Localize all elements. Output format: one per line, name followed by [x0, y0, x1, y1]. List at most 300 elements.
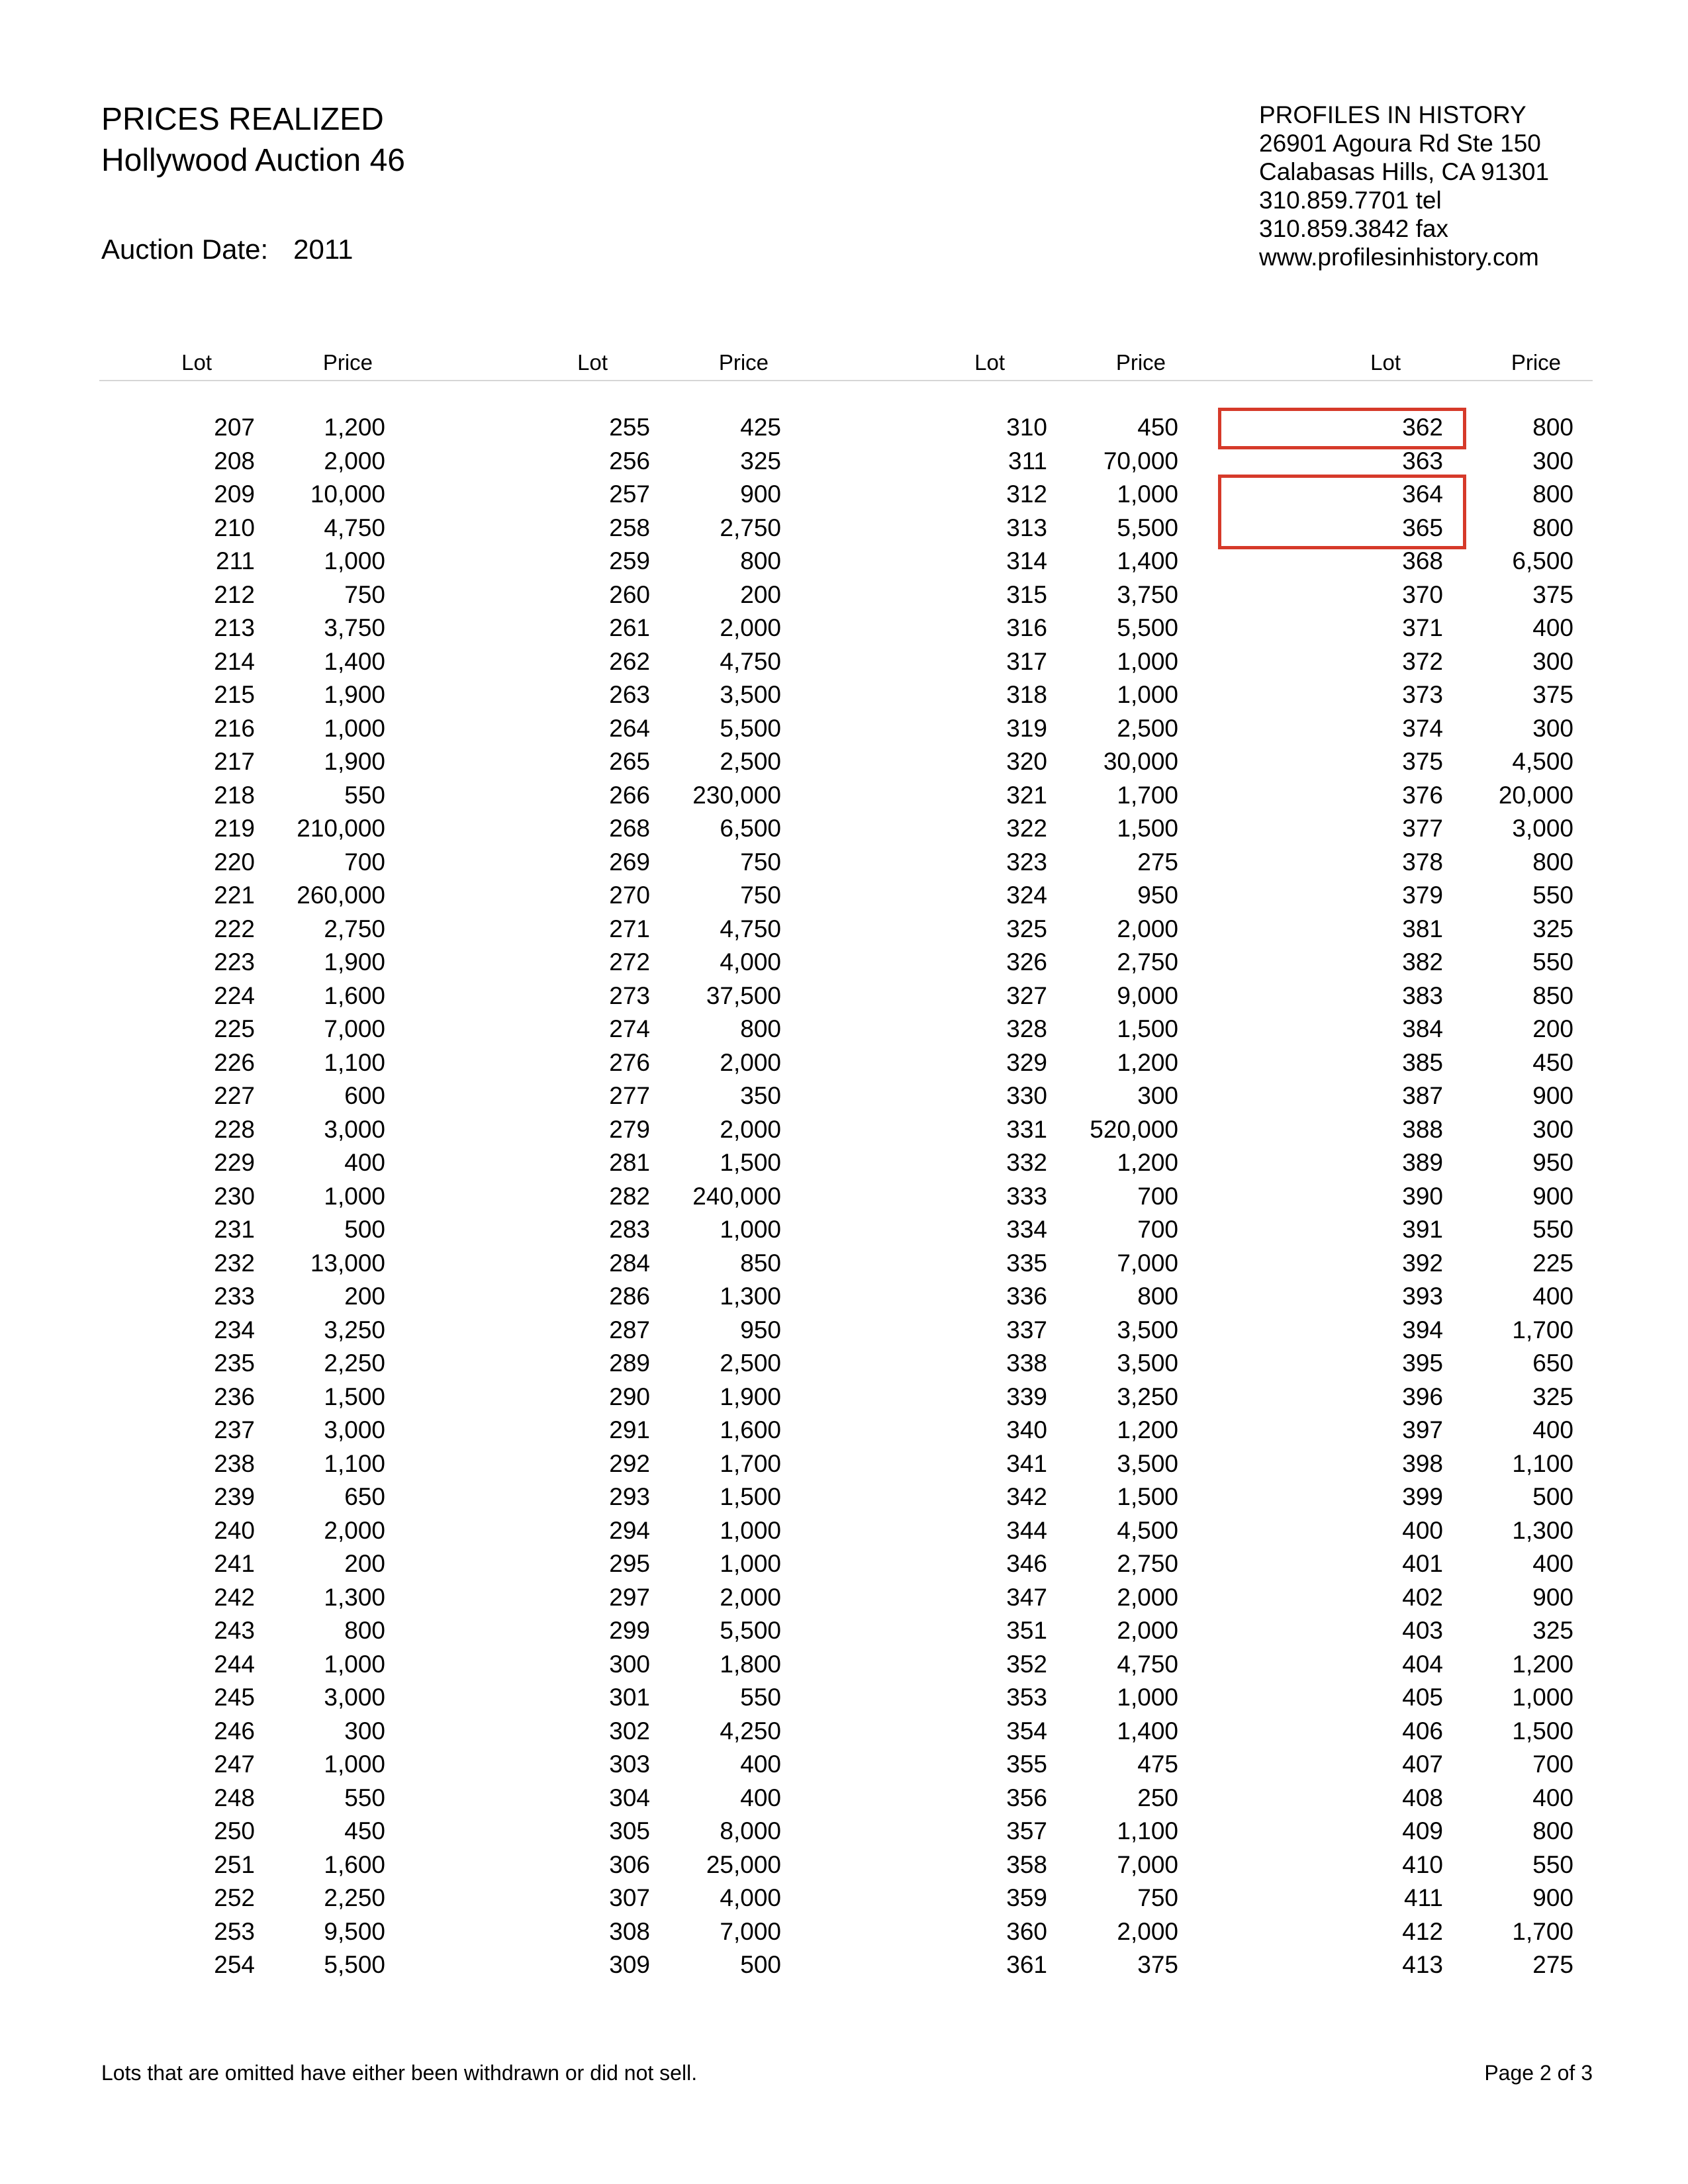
lot-price: 3,000 — [1512, 815, 1573, 842]
lot-price: 950 — [1532, 1149, 1573, 1176]
lot-number: 282 — [609, 1182, 650, 1210]
price-column-header: Price — [1115, 350, 1166, 375]
lot-column-header: Lot — [577, 350, 608, 375]
lot-number: 248 — [214, 1784, 255, 1811]
lot-price: 520,000 — [1090, 1115, 1178, 1143]
lot-price: 1,300 — [720, 1283, 781, 1310]
lot-number: 413 — [1402, 1951, 1443, 1978]
price-column-header: Price — [1511, 350, 1561, 375]
lot-price: 550 — [1532, 948, 1573, 976]
lot-price: 1,200 — [324, 414, 385, 441]
lot-price: 750 — [740, 848, 781, 876]
lot-price: 1,600 — [324, 981, 385, 1009]
lot-price: 1,400 — [1117, 547, 1178, 574]
auction-date-value: 2011 — [293, 234, 353, 265]
lot-number: 228 — [214, 1115, 255, 1143]
lot-price: 2,250 — [324, 1884, 385, 1911]
lot-number: 390 — [1402, 1182, 1443, 1210]
lot-number: 300 — [609, 1650, 650, 1678]
lot-price: 1,000 — [324, 547, 385, 574]
lot-price: 400 — [740, 1784, 781, 1811]
lot-number: 268 — [609, 815, 650, 842]
lot-number: 393 — [1402, 1283, 1443, 1310]
lot-price: 400 — [1532, 1416, 1573, 1443]
lot-number: 232 — [214, 1249, 255, 1277]
lot-price: 325 — [1532, 1383, 1573, 1410]
lot-number: 398 — [1402, 1449, 1443, 1477]
lot-price: 400 — [1532, 614, 1573, 641]
lot-price: 2,500 — [720, 1349, 781, 1377]
lot-number: 389 — [1402, 1149, 1443, 1176]
lot-price: 6,500 — [1512, 547, 1573, 574]
lot-price: 1,300 — [324, 1583, 385, 1611]
lot-price: 260,000 — [297, 882, 385, 909]
lot-price: 450 — [1532, 1048, 1573, 1076]
lot-price: 950 — [740, 1316, 781, 1343]
lot-price: 5,500 — [1117, 514, 1178, 541]
lot-number: 332 — [1006, 1149, 1047, 1176]
lot-price: 400 — [344, 1149, 385, 1176]
lot-price: 1,900 — [324, 748, 385, 775]
lot-price: 2,000 — [1117, 1917, 1178, 1945]
lot-price: 2,000 — [720, 1115, 781, 1143]
lot-price: 500 — [740, 1951, 781, 1978]
lot-price: 700 — [1532, 1751, 1573, 1778]
lot-price: 7,000 — [1117, 1850, 1178, 1878]
lot-price: 13,000 — [310, 1249, 385, 1277]
lot-number: 234 — [214, 1316, 255, 1343]
lot-price: 325 — [740, 447, 781, 475]
lot-price: 800 — [1532, 514, 1573, 541]
lot-price: 2,000 — [720, 1583, 781, 1611]
lot-number: 231 — [214, 1216, 255, 1243]
lot-number: 362 — [1402, 414, 1443, 441]
highlight-box — [1218, 475, 1466, 549]
lot-number: 408 — [1402, 1784, 1443, 1811]
company-street: 26901 Agoura Rd Ste 150 — [1259, 130, 1541, 157]
lot-price: 1,500 — [1512, 1717, 1573, 1745]
lot-number: 299 — [609, 1617, 650, 1644]
lot-price: 300 — [1137, 1082, 1178, 1109]
lot-price: 250 — [1137, 1784, 1178, 1811]
lot-price: 2,000 — [720, 1048, 781, 1076]
lot-number: 370 — [1402, 580, 1443, 608]
lot-price: 2,250 — [324, 1349, 385, 1377]
lot-price: 550 — [344, 781, 385, 809]
auction-date-label: Auction Date: — [101, 234, 269, 265]
lot-price: 750 — [344, 580, 385, 608]
lot-price: 3,750 — [324, 614, 385, 641]
lot-price: 1,900 — [720, 1383, 781, 1410]
lot-price: 350 — [740, 1082, 781, 1109]
lot-price: 1,000 — [324, 1751, 385, 1778]
lot-number: 411 — [1404, 1884, 1443, 1911]
lot-number: 319 — [1006, 714, 1047, 742]
lot-number: 257 — [609, 480, 650, 508]
lot-price: 1,900 — [324, 681, 385, 708]
lot-number: 219 — [214, 815, 255, 842]
lot-price: 2,750 — [720, 514, 781, 541]
lot-price: 1,000 — [720, 1516, 781, 1544]
lot-price: 800 — [1532, 1817, 1573, 1844]
lot-price: 900 — [1532, 1082, 1573, 1109]
lot-number: 235 — [214, 1349, 255, 1377]
lot-number: 313 — [1006, 514, 1047, 541]
lot-price: 1,100 — [324, 1449, 385, 1477]
lot-number: 295 — [609, 1550, 650, 1577]
lot-number: 368 — [1402, 547, 1443, 574]
lot-price: 3,000 — [324, 1115, 385, 1143]
lot-number: 364 — [1402, 480, 1443, 508]
lot-number: 304 — [609, 1784, 650, 1811]
lot-price: 1,100 — [1512, 1449, 1573, 1477]
lot-price: 300 — [1532, 714, 1573, 742]
lot-price: 2,750 — [1117, 1550, 1178, 1577]
lot-number: 387 — [1402, 1082, 1443, 1109]
lot-price: 9,500 — [324, 1917, 385, 1945]
lot-price: 4,000 — [720, 1884, 781, 1911]
lot-number: 328 — [1006, 1015, 1047, 1042]
lot-number: 355 — [1006, 1751, 1047, 1778]
lot-number: 331 — [1006, 1115, 1047, 1143]
lot-price: 225 — [1532, 1249, 1573, 1277]
lot-price: 3,000 — [324, 1684, 385, 1711]
lot-number: 241 — [214, 1550, 255, 1577]
lot-column-header: Lot — [974, 350, 1005, 375]
lot-number: 224 — [214, 981, 255, 1009]
lot-number: 253 — [214, 1917, 255, 1945]
lot-number: 212 — [214, 580, 255, 608]
company-phone: 310.859.7701 tel — [1259, 187, 1442, 214]
company-name: PROFILES IN HISTORY — [1259, 101, 1526, 128]
lot-number: 265 — [609, 748, 650, 775]
lot-price: 2,750 — [1117, 948, 1178, 976]
lot-number: 340 — [1006, 1416, 1047, 1443]
lot-number: 383 — [1402, 981, 1443, 1009]
lot-number: 302 — [609, 1717, 650, 1745]
lot-price: 1,000 — [1117, 480, 1178, 508]
lot-number: 316 — [1006, 614, 1047, 641]
lot-number: 322 — [1006, 815, 1047, 842]
header-divider — [99, 380, 1593, 381]
lot-number: 214 — [214, 647, 255, 675]
lot-number: 252 — [214, 1884, 255, 1911]
lot-price: 1,000 — [720, 1550, 781, 1577]
lot-number: 315 — [1006, 580, 1047, 608]
lot-price: 450 — [1137, 414, 1178, 441]
lot-number: 324 — [1006, 882, 1047, 909]
lot-number: 335 — [1006, 1249, 1047, 1277]
lot-number: 327 — [1006, 981, 1047, 1009]
lot-number: 229 — [214, 1149, 255, 1176]
lot-price: 1,700 — [1512, 1917, 1573, 1945]
lot-price: 200 — [1532, 1015, 1573, 1042]
lot-price: 800 — [1532, 480, 1573, 508]
lot-price: 325 — [1532, 1617, 1573, 1644]
lot-number: 346 — [1006, 1550, 1047, 1577]
lot-price: 1,200 — [1117, 1416, 1178, 1443]
lot-price: 450 — [344, 1817, 385, 1844]
lot-price: 600 — [344, 1082, 385, 1109]
lot-price: 3,750 — [1117, 580, 1178, 608]
lot-price: 3,250 — [324, 1316, 385, 1343]
lot-price: 800 — [1532, 414, 1573, 441]
page-number: Page 2 of 3 — [1484, 2061, 1593, 2085]
lot-price: 700 — [344, 848, 385, 876]
lot-price: 500 — [1532, 1483, 1573, 1510]
lot-number: 274 — [609, 1015, 650, 1042]
lot-number: 259 — [609, 547, 650, 574]
lot-price: 3,500 — [720, 681, 781, 708]
lot-number: 321 — [1006, 781, 1047, 809]
lot-number: 264 — [609, 714, 650, 742]
lot-price: 1,900 — [324, 948, 385, 976]
lot-number: 378 — [1402, 848, 1443, 876]
lot-price: 375 — [1532, 681, 1573, 708]
lot-number: 277 — [609, 1082, 650, 1109]
lot-number: 230 — [214, 1182, 255, 1210]
lot-price: 1,000 — [720, 1216, 781, 1243]
lot-number: 283 — [609, 1216, 650, 1243]
price-column-header: Price — [718, 350, 769, 375]
lot-number: 246 — [214, 1717, 255, 1745]
lot-number: 409 — [1402, 1817, 1443, 1844]
lot-number: 311 — [1008, 447, 1047, 475]
lot-price: 3,500 — [1117, 1449, 1178, 1477]
lot-price: 210,000 — [297, 815, 385, 842]
lot-price: 1,000 — [1512, 1684, 1573, 1711]
lot-number: 384 — [1402, 1015, 1443, 1042]
lot-number: 240 — [214, 1516, 255, 1544]
lot-number: 404 — [1402, 1650, 1443, 1678]
lot-number: 244 — [214, 1650, 255, 1678]
lot-price: 4,500 — [1512, 748, 1573, 775]
lot-number: 382 — [1402, 948, 1443, 976]
lot-number: 371 — [1402, 614, 1443, 641]
lot-price: 275 — [1137, 848, 1178, 876]
lot-price: 2,000 — [324, 1516, 385, 1544]
lot-number: 306 — [609, 1850, 650, 1878]
lot-price: 700 — [1137, 1182, 1178, 1210]
lot-price: 1,700 — [1512, 1316, 1573, 1343]
lot-price: 275 — [1532, 1951, 1573, 1978]
lot-number: 262 — [609, 647, 650, 675]
lot-price: 750 — [1137, 1884, 1178, 1911]
company-address-block — [1259, 101, 1549, 271]
lot-number: 360 — [1006, 1917, 1047, 1945]
lot-price: 1,200 — [1117, 1048, 1178, 1076]
lot-price: 800 — [740, 547, 781, 574]
lot-number: 410 — [1402, 1850, 1443, 1878]
lot-price: 3,000 — [324, 1416, 385, 1443]
lot-number: 269 — [609, 848, 650, 876]
lot-price: 800 — [740, 1015, 781, 1042]
lot-number: 303 — [609, 1751, 650, 1778]
lot-price: 30,000 — [1103, 748, 1178, 775]
lot-number: 333 — [1006, 1182, 1047, 1210]
lot-number: 373 — [1402, 681, 1443, 708]
lot-number: 363 — [1402, 447, 1443, 475]
lot-number: 358 — [1006, 1850, 1047, 1878]
lot-price: 900 — [1532, 1182, 1573, 1210]
lot-price: 2,750 — [324, 915, 385, 942]
lot-price: 300 — [1532, 647, 1573, 675]
lot-price: 800 — [1532, 848, 1573, 876]
lot-price: 7,000 — [324, 1015, 385, 1042]
lot-price: 7,000 — [720, 1917, 781, 1945]
lot-number: 323 — [1006, 848, 1047, 876]
lot-price: 1,300 — [1512, 1516, 1573, 1544]
lot-number: 326 — [1006, 948, 1047, 976]
lot-price: 2,500 — [1117, 714, 1178, 742]
lot-price: 550 — [1532, 1216, 1573, 1243]
lot-number: 400 — [1402, 1516, 1443, 1544]
lot-number: 354 — [1006, 1717, 1047, 1745]
lot-price: 550 — [1532, 1850, 1573, 1878]
lot-number: 247 — [214, 1751, 255, 1778]
lot-price: 1,500 — [720, 1149, 781, 1176]
lot-price: 1,800 — [720, 1650, 781, 1678]
lot-price: 1,500 — [1117, 815, 1178, 842]
lot-price: 1,000 — [324, 714, 385, 742]
lot-price: 800 — [344, 1617, 385, 1644]
lot-price: 425 — [740, 414, 781, 441]
lot-number: 365 — [1402, 514, 1443, 541]
lot-number: 337 — [1006, 1316, 1047, 1343]
lot-price: 1,000 — [324, 1650, 385, 1678]
lot-price: 1,400 — [324, 647, 385, 675]
lot-price: 3,500 — [1117, 1316, 1178, 1343]
lot-number: 237 — [214, 1416, 255, 1443]
lot-price: 200 — [344, 1283, 385, 1310]
lot-price: 1,000 — [1117, 1684, 1178, 1711]
lot-price: 2,000 — [324, 447, 385, 475]
lot-column-header: Lot — [181, 350, 212, 375]
lot-price: 1,600 — [324, 1850, 385, 1878]
lot-price: 1,500 — [1117, 1015, 1178, 1042]
lot-number: 344 — [1006, 1516, 1047, 1544]
lot-price: 4,750 — [1117, 1650, 1178, 1678]
lot-number: 209 — [214, 480, 255, 508]
lot-price: 4,750 — [720, 647, 781, 675]
lot-number: 338 — [1006, 1349, 1047, 1377]
lot-price: 70,000 — [1103, 447, 1178, 475]
lot-number: 254 — [214, 1951, 255, 1978]
lot-price: 8,000 — [720, 1817, 781, 1844]
lot-price: 2,000 — [1117, 1583, 1178, 1611]
lot-number: 403 — [1402, 1617, 1443, 1644]
lot-number: 336 — [1006, 1283, 1047, 1310]
lot-number: 227 — [214, 1082, 255, 1109]
lot-number: 245 — [214, 1684, 255, 1711]
lot-number: 221 — [214, 882, 255, 909]
lot-price: 550 — [740, 1684, 781, 1711]
lot-price: 550 — [344, 1784, 385, 1811]
auction-name: Hollywood Auction 46 — [101, 143, 405, 178]
lot-number: 388 — [1402, 1115, 1443, 1143]
lot-number: 407 — [1402, 1751, 1443, 1778]
lot-number: 220 — [214, 848, 255, 876]
lot-price: 1,500 — [1117, 1483, 1178, 1510]
lot-price: 7,000 — [1117, 1249, 1178, 1277]
lot-price: 200 — [740, 580, 781, 608]
lot-price: 10,000 — [310, 480, 385, 508]
lot-price: 2,000 — [1117, 915, 1178, 942]
lot-number: 208 — [214, 447, 255, 475]
lot-price: 1,000 — [324, 1182, 385, 1210]
lot-number: 399 — [1402, 1483, 1443, 1510]
lot-number: 312 — [1006, 480, 1047, 508]
lot-price: 900 — [1532, 1583, 1573, 1611]
lot-price: 20,000 — [1498, 781, 1573, 809]
lot-number: 222 — [214, 915, 255, 942]
lot-price: 1,500 — [720, 1483, 781, 1510]
lot-number: 294 — [609, 1516, 650, 1544]
lot-number: 273 — [609, 981, 650, 1009]
lot-number: 290 — [609, 1383, 650, 1410]
lot-price: 4,750 — [324, 514, 385, 541]
lot-price: 200 — [344, 1550, 385, 1577]
lot-number: 329 — [1006, 1048, 1047, 1076]
lot-number: 317 — [1006, 647, 1047, 675]
lot-price: 850 — [1532, 981, 1573, 1009]
lot-price: 900 — [740, 480, 781, 508]
lot-number: 392 — [1402, 1249, 1443, 1277]
lot-number: 351 — [1006, 1617, 1047, 1644]
lot-number: 320 — [1006, 748, 1047, 775]
lot-number: 289 — [609, 1349, 650, 1377]
lot-number: 215 — [214, 681, 255, 708]
lot-price: 1,000 — [1117, 681, 1178, 708]
lot-number: 271 — [609, 915, 650, 942]
lot-price: 1,100 — [324, 1048, 385, 1076]
lot-price: 500 — [344, 1216, 385, 1243]
lot-number: 357 — [1006, 1817, 1047, 1844]
lot-number: 401 — [1402, 1550, 1443, 1577]
lot-price: 400 — [1532, 1784, 1573, 1811]
lot-price: 1,700 — [1117, 781, 1178, 809]
lot-price: 950 — [1137, 882, 1178, 909]
lot-number: 395 — [1402, 1349, 1443, 1377]
lot-number: 339 — [1006, 1383, 1047, 1410]
company-fax: 310.859.3842 fax — [1259, 215, 1448, 242]
lot-number: 342 — [1006, 1483, 1047, 1510]
lot-number: 372 — [1402, 647, 1443, 675]
lot-number: 292 — [609, 1449, 650, 1477]
lot-number: 402 — [1402, 1583, 1443, 1611]
lot-number: 308 — [609, 1917, 650, 1945]
price-column-header: Price — [322, 350, 373, 375]
lot-price: 5,500 — [324, 1951, 385, 1978]
lot-price: 37,500 — [706, 981, 781, 1009]
lot-price: 375 — [1532, 580, 1573, 608]
lot-price: 9,000 — [1117, 981, 1178, 1009]
lot-price: 3,250 — [1117, 1383, 1178, 1410]
lot-number: 325 — [1006, 915, 1047, 942]
lot-number: 251 — [214, 1850, 255, 1878]
lot-price: 400 — [1532, 1550, 1573, 1577]
company-website: www.profilesinhistory.com — [1259, 244, 1539, 271]
lot-column-header: Lot — [1370, 350, 1401, 375]
lot-number: 226 — [214, 1048, 255, 1076]
lot-number: 330 — [1006, 1082, 1047, 1109]
lot-price: 2,000 — [720, 614, 781, 641]
lot-price: 1,600 — [720, 1416, 781, 1443]
lot-number: 334 — [1006, 1216, 1047, 1243]
lot-price: 4,750 — [720, 915, 781, 942]
footnote: Lots that are omitted have either been withdrawn or did not sell. — [101, 2061, 698, 2085]
lot-number: 307 — [609, 1884, 650, 1911]
